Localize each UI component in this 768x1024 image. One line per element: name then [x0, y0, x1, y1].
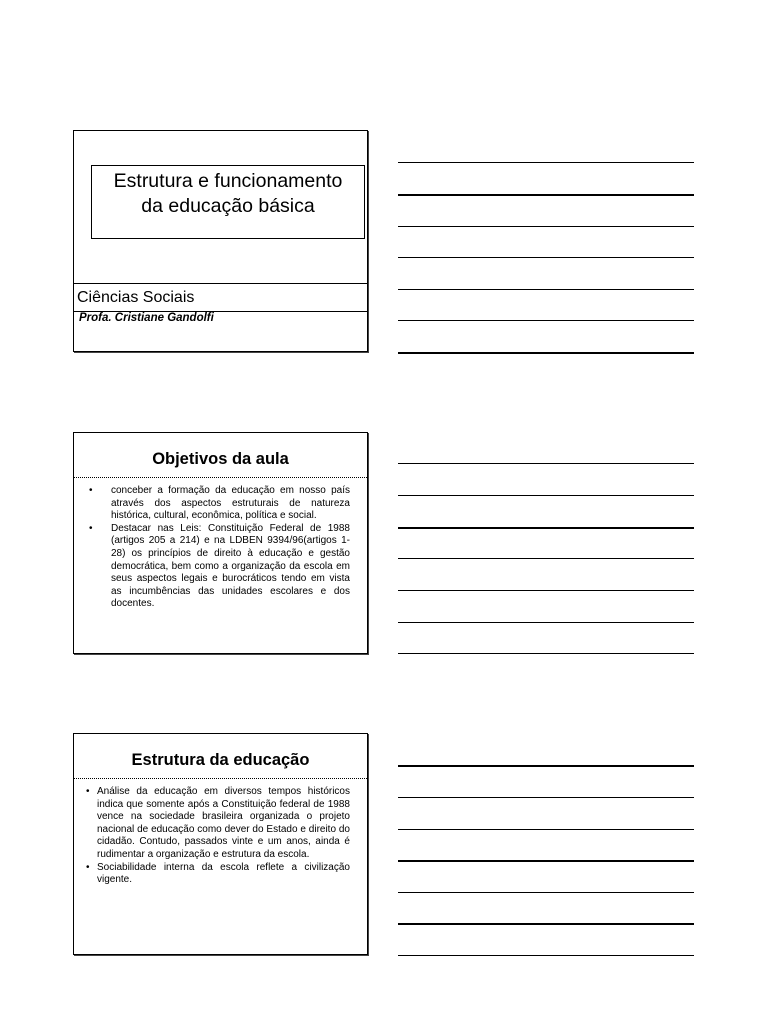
note-line: [398, 320, 694, 321]
subject-name: Ciências Sociais: [77, 289, 195, 306]
note-line: [398, 590, 694, 591]
note-line: [398, 289, 694, 290]
bullet-icon: •: [89, 522, 93, 534]
note-line: [398, 162, 694, 163]
slide-2: [73, 432, 368, 654]
bullet-icon: •: [86, 786, 90, 797]
note-line: [398, 765, 694, 767]
note-line: [398, 923, 694, 925]
note-line: [398, 352, 694, 354]
slide-1: [73, 130, 368, 352]
slide-1-divider-top: [74, 283, 367, 284]
note-line: [398, 653, 694, 654]
teacher-name: Profa. Cristiane Gandolfi: [79, 312, 214, 324]
note-line: [398, 860, 694, 862]
slide-2-title: Objetivos da aula: [152, 450, 289, 468]
note-line: [398, 463, 694, 464]
note-line: [398, 829, 694, 830]
slide-3-bullet-list: [86, 786, 350, 887]
note-line: [398, 194, 694, 196]
bullet-icon: •: [86, 861, 90, 873]
bullet-icon: •: [89, 485, 93, 496]
note-line: [398, 797, 694, 798]
bullet-text: conceber a formação da educação em nosso país através dos aspectos estruturais de natureza histórica, cultural, econômica, política e social.: [111, 485, 350, 522]
slide-1-title-line-1: Estrutura e funcionamento: [113, 170, 343, 192]
bullet-item: [86, 786, 350, 862]
bullet-text: Sociabilidade interna da escola reflete a civilização vigente.: [97, 861, 350, 886]
notes-lines-slide-1: [398, 0, 694, 1024]
note-line: [398, 955, 694, 956]
bullet-item: [86, 523, 350, 611]
note-line: [398, 257, 694, 258]
bullet-text: Análise da educação em diversos tempos históricos indica que somente após a Constituição federal de 1988 vence na sociedade brasileira organizada o projeto nacional de educação como dever do Estado e direito do cidadão. Contudo, passados vinte e um anos, ainda é rudimentar a organização e estrutura da escola.: [97, 786, 350, 860]
bullet-item: [86, 862, 350, 887]
slide-3-title: Estrutura da educação: [131, 751, 310, 769]
note-line: [398, 226, 694, 227]
bullet-text: Destacar nas Leis: Constituição Federal de 1988 (artigos 205 a 214) e na LDBEN 9394/96(artigos 1- 28) os princípios de direito à educação e gestão democrática, bem como a organização da escola em seus aspectos legais e burocráticos tendo em vista as incumbências das unidades escolares e dos docentes.: [111, 522, 350, 610]
slide-1-title-box: [91, 165, 365, 239]
slide-2-bullet-list: [86, 485, 350, 611]
bullet-item: [86, 485, 350, 523]
note-line: [398, 527, 694, 529]
slide-3-dotted-divider: [74, 778, 367, 779]
slide-2-dotted-divider: [74, 477, 367, 478]
note-line: [398, 495, 694, 496]
note-line: [398, 622, 694, 623]
slide-3: [73, 733, 368, 955]
slide-1-title-line-2: da educação básica: [141, 195, 315, 217]
note-line: [398, 892, 694, 893]
note-line: [398, 558, 694, 559]
